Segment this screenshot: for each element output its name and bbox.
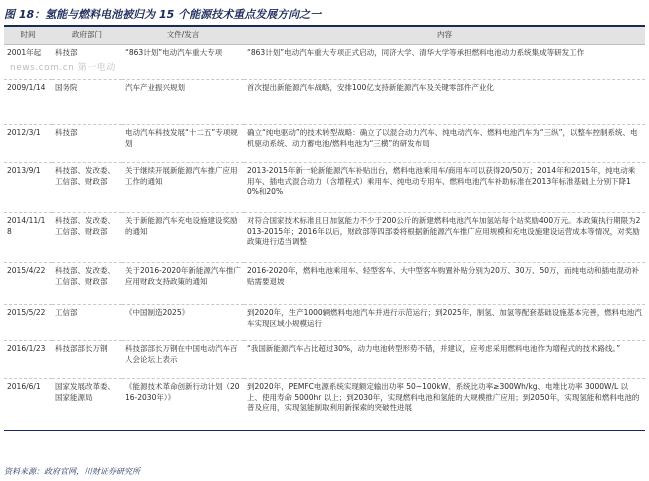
- cell-time: 2012/3/1: [4, 125, 52, 163]
- cell-dept: 国家发展改革委、国家能源局: [52, 379, 122, 431]
- table-header-row: [4, 27, 645, 45]
- cell-doc: 科技部部长万钢在中国电动汽车百人会论坛上表示: [122, 341, 244, 379]
- cell-time: 2016/1/23: [4, 341, 52, 379]
- cell-doc: 关于继续开展新能源汽车推广应用工作的通知: [122, 163, 244, 213]
- cell-time: 2001年起: [4, 45, 52, 80]
- cell-content: 2013-2015年新一轮新能源汽车补贴出台，燃料电池乘用车/商用车可以获得20/50万；2014年和2015年，纯电动乘用车、插电式混合动力（含增程式）乘用车、纯电动专用车、燃料电池汽车补助标准在2013年标准基础上分别下降10%和20%: [244, 163, 645, 213]
- cell-content: 到2020年，PEMFC电源系统实现额定输出功率 50~100kW、系统比功率≥300Wh/kg、电堆比功率 3000W/L 以上、使用寿命 5000hr 以上；到2030年，实现燃料电池和氢能的大规模推广应用；到2050年，实现氢能和燃料电池的普及应用，实现氢能制取利用新探索的突破性进展: [244, 379, 645, 431]
- cell-dept: 国务院: [52, 80, 122, 125]
- table-row: [4, 125, 645, 163]
- cell-doc: 《能源技术革命创新行动计划（2016-2030年）》: [122, 379, 244, 431]
- cell-time: 2015/4/22: [4, 263, 52, 305]
- cell-time: 2009/1/14: [4, 80, 52, 125]
- header-content: 内容: [244, 27, 645, 45]
- table-row: [4, 305, 645, 341]
- cell-doc: 《中国制造2025》: [122, 305, 244, 341]
- cell-time: 2013/9/1: [4, 163, 52, 213]
- cell-dept: 科技部、发改委、工信部、财政部: [52, 213, 122, 263]
- cell-content: 首次提出新能源汽车战略，安排100亿支持新能源汽车及关键零部件产业化: [244, 80, 645, 125]
- cell-dept: 科技部: [52, 45, 122, 80]
- cell-content: “863计划”电动汽车重大专项正式启动，同济大学、清华大学等承担燃料电池动力系统集成等研发工作: [244, 45, 645, 80]
- cell-content: 对符合国家技术标准且日加氢能力不少于200公斤的新建燃料电池汽车加氢站每个站奖励400万元。本政策执行期限为2013-2015年；2016年以后，财政部等四部委将根据新能源汽车推广应用规模和充电设施建设运营成本等情况，对奖励政策进行适当调整: [244, 213, 645, 263]
- watermark: news.com.cn 第一电动: [10, 63, 116, 73]
- table-row: [4, 163, 645, 213]
- table-row: [4, 80, 645, 125]
- cell-time: 2016/6/1: [4, 379, 52, 431]
- cell-content: 2016-2020年，燃料电池乘用车、轻型客车、大中型客车购置补贴分别为20万、30万、50万，而纯电动和插电混动补贴需要退坡: [244, 263, 645, 305]
- table-row: [4, 379, 645, 431]
- cell-time: 2015/5/22: [4, 305, 52, 341]
- cell-doc: 关于2016-2020年新能源汽车推广应用财政支持政策的通知: [122, 263, 244, 305]
- cell-dept: 科技部、发改委、工信部、财政部: [52, 163, 122, 213]
- cell-content: 确立“纯电驱动”的技术转型战略：确立了以混合动力汽车、纯电动汽车、燃料电池汽车为“三纵”，以整车控制系统、电机驱动系统、动力蓄电池/燃料电池为“三横”的研发布局: [244, 125, 645, 163]
- figure-title: 图 18：氢能与燃料电池被归为 15 个能源技术重点发展方向之一: [4, 8, 322, 21]
- cell-time: 2014/11/18: [4, 213, 52, 263]
- cell-doc: 电动汽车科技发展“十二五”专项规划: [122, 125, 244, 163]
- cell-dept: 科技部部长万钢: [52, 341, 122, 379]
- cell-doc: 汽车产业振兴规划: [122, 80, 244, 125]
- cell-dept: 科技部: [52, 125, 122, 163]
- cell-dept: 工信部: [52, 305, 122, 341]
- source-note: 资料来源：政府官网，川财证券研究所: [4, 467, 140, 476]
- header-time: 时间: [4, 27, 52, 45]
- policy-table: [4, 27, 645, 431]
- cell-doc: “863计划”电动汽车重大专项: [122, 45, 244, 80]
- cell-content: 到2020年，生产1000辆燃料电池汽车并进行示范运行；到2025年，制氢、加氢等配套基础设施基本完善，燃料电池汽车实现区域小规模运行: [244, 305, 645, 341]
- table-row: [4, 341, 645, 379]
- table-row: [4, 263, 645, 305]
- cell-doc: 关于新能源汽车充电设施建设奖励的通知: [122, 213, 244, 263]
- header-doc: 文件/发言: [122, 27, 244, 45]
- table-row: [4, 213, 645, 263]
- header-dept: 政府部门: [52, 27, 122, 45]
- cell-content: “我国新能源汽车占比超过30%，动力电池转型形势不错，并建议，应考虑采用燃料电池作为增程式的技术路线。”: [244, 341, 645, 379]
- cell-dept: 科技部、发改委、工信部、财政部: [52, 263, 122, 305]
